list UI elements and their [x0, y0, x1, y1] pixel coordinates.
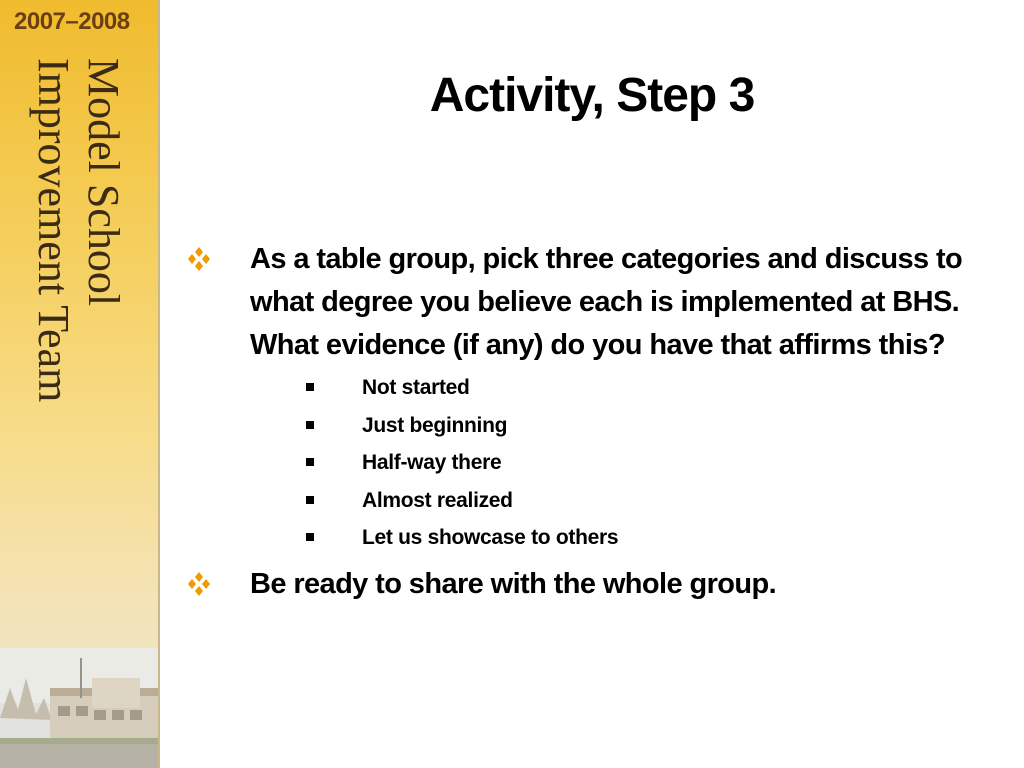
- slide-title: Activity, Step 3: [429, 69, 755, 122]
- diamond-cluster-icon: [184, 569, 214, 599]
- bullet-item: [180, 563, 1000, 606]
- team-name-line2: Improvement Team: [29, 58, 78, 403]
- sub-bullet-text: Half-way there: [362, 451, 502, 474]
- square-bullet-icon: [306, 533, 314, 541]
- sub-bullet-text: Just beginning: [362, 413, 508, 437]
- sub-bullet-text: Almost realized: [362, 488, 513, 512]
- sub-bullet-text: Not started: [362, 376, 470, 399]
- sidebar-banner: [0, 0, 160, 768]
- year-label: 2007–2008: [14, 8, 130, 35]
- list-item: [250, 444, 1000, 482]
- team-name-line1: Model School: [79, 58, 128, 307]
- team-name: [28, 58, 128, 402]
- sub-bullet-list: [250, 369, 1000, 557]
- square-bullet-icon: [306, 496, 314, 504]
- bullet-text: As a table group, pick three categories and discuss to what degree you believe each is implemented at BHS. What evidence (if any) do you have that affirms this?: [250, 243, 963, 361]
- bullet-item: [180, 238, 1000, 557]
- slide-content: [180, 238, 1000, 606]
- diamond-cluster-icon: [184, 244, 214, 274]
- square-bullet-icon: [306, 383, 314, 391]
- list-item: [250, 369, 1000, 407]
- list-item: [250, 519, 1000, 557]
- list-item: [250, 482, 1000, 520]
- square-bullet-icon: [306, 458, 314, 466]
- school-building-image: [0, 648, 158, 768]
- square-bullet-icon: [306, 421, 314, 429]
- sub-bullet-text: Let us showcase to others: [362, 526, 619, 549]
- bullet-text: Be ready to share with the whole group.: [250, 567, 777, 600]
- list-item: [250, 407, 1000, 445]
